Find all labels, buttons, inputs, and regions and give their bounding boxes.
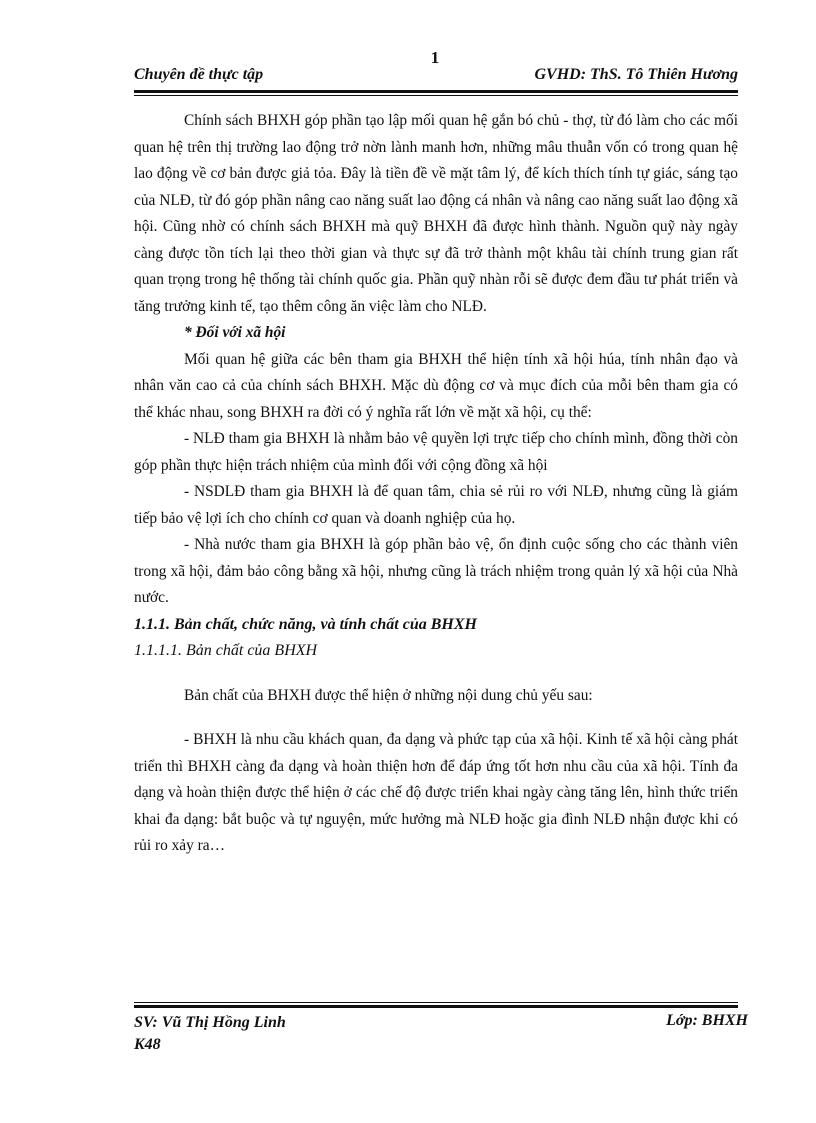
footer-class: Lớp: BHXH (666, 1012, 748, 1029)
footer-student-name: SV: Vũ Thị Hồng Linh (134, 1014, 286, 1031)
footer-rule-thin (134, 1002, 738, 1003)
page-number: 1 (430, 48, 440, 67)
list-item: - BHXH là nhu cầu khách quan, đa dạng và phức tạp của xã hội. Kinh tế xã hội càng phát triển thì BHXH càng đa dạng và hoàn thiện hơn để đáp ứng tốt hơn nhu cầu của xã hội. Tính đa dạng và hoàn thiện được thể hiện ở các chế độ được triển khai ngày càng tăng lên, hình thức triển khai đa dạng: bắt buộc và tự nguyện, mức hưởng mà NLĐ hoặc gia đình NLĐ nhận được khi có rủi ro xảy ra… (134, 731, 738, 854)
document-body (134, 108, 738, 860)
footer-rule-thick (134, 1005, 738, 1008)
subheading-social: * Đối với xã hội (184, 324, 286, 341)
footer-student (134, 1012, 286, 1056)
header-rule-thick (134, 90, 738, 93)
list-item: - Nhà nước tham gia BHXH là góp phần bảo vệ, ổn định cuộc sống cho các thành viên trong xã hội, đảm bảo công bằng xã hội, nhưng cũng là trách nhiệm trong quản lý xã hội của Nhà nước. (134, 536, 738, 606)
paragraph: Mối quan hệ giữa các bên tham gia BHXH thể hiện tính xã hội húa, tính nhân đạo và nhân văn cao cả của chính sách BHXH. Mặc dù động cơ và mục đích của mỗi bên tham gia có thể khác nhau, song BHXH ra đời có ý nghĩa rất lớn về mặt xã hội, cụ thể: (134, 350, 738, 421)
list-item: - NSDLĐ tham gia BHXH là để quan tâm, chia sẻ rủi ro với NLĐ, nhưng cũng là giám tiếp bảo vệ lợi ích cho chính cơ quan và doanh nghiệp của họ. (134, 483, 738, 527)
subsection-heading: 1.1.1.1. Bản chất của BHXH (134, 642, 318, 659)
page-header (134, 66, 738, 88)
header-advisor: GVHD: ThS. Tô Thiên Hương (534, 66, 738, 83)
section-heading: 1.1.1. Bản chất, chức năng, và tính chất của BHXH (134, 615, 477, 633)
header-title: Chuyên đề thực tập (134, 66, 264, 83)
footer-class-code: K48 (134, 1036, 161, 1053)
paragraph: Bản chất của BHXH được thể hiện ở những nội dung chủ yếu sau: (184, 686, 593, 704)
list-item: - NLĐ tham gia BHXH là nhằm bảo vệ quyền lợi trực tiếp cho chính mình, đồng thời còn góp phần thực hiện trách nhiệm của mình đối với cộng đồng xã hội (134, 430, 738, 474)
header-rule-thin (134, 95, 738, 96)
paragraph: Chính sách BHXH góp phần tạo lập mối quan hệ gắn bó chủ - thợ, từ đó làm cho các mối quan hệ trên thị trường lao động trở nờn lành manh hơn, những mâu thuẫn vốn có trong quan hệ lao động về cơ bản được giả tỏa. Đây là tiền đề về mặt tâm lý, để kích thích tính tự giác, sáng tạo của NLĐ, từ đó góp phần nâng cao năng suất lao động cá nhân và nâng cao năng suất lao động xã hội. Cũng nhờ có chính sách BHXH mà quỹ BHXH đã được hình thành. Nguồn quỹ này ngày càng được tồn tích lại theo thời gian và thực sự đã trở thành một khâu tài chính trung gian rất quan trọng trong hệ thống tài chính quốc gia. Phần quỹ nhàn rỗi sẽ được đem đầu tư phát triển và tăng trưởng kinh tế, tạo thêm công ăn việc làm cho NLĐ. (134, 112, 738, 315)
